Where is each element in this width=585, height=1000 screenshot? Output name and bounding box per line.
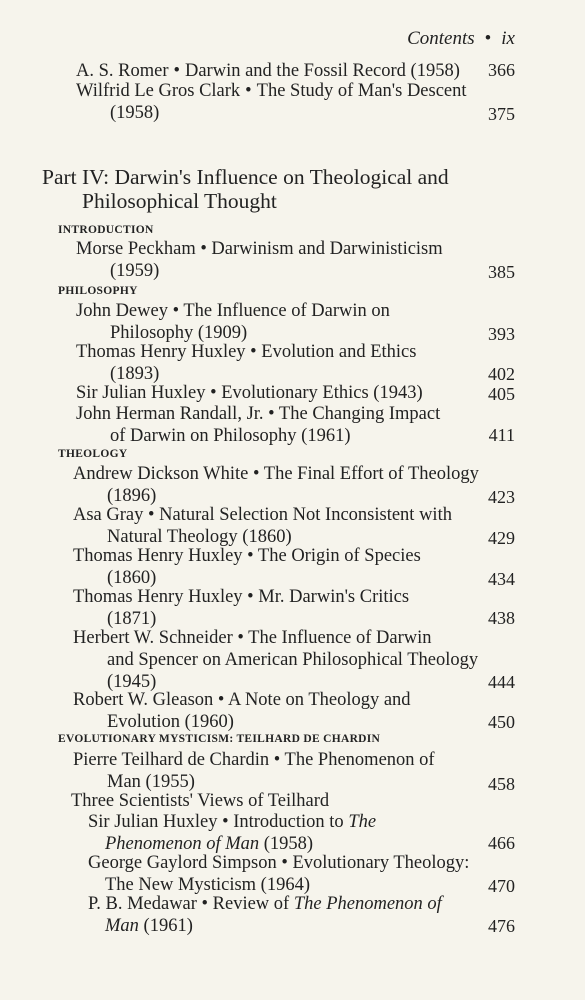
entry-line: Thomas Henry Huxley • Evolution and Ethics [76,342,417,362]
entry-line: Asa Gray • Natural Selection Not Inconsistent with [73,505,452,525]
toc-entry-huxley-ethics [76,341,416,385]
page-number: 438 [488,608,515,628]
entry-line: (1945) [107,672,157,692]
entry-line: Morse Peckham • Darwinism and Darwinisticism [76,239,443,259]
running-header [407,28,515,50]
section-heading-evolutionary-mysticism: EVOLUTIONARY MYSTICISM: TEILHARD DE CHARDIN [58,733,381,745]
section-heading-philosophy: PHILOSOPHY [58,285,138,297]
entry-line: Natural Theology (1860) [107,527,292,547]
page-number: 466 [488,833,515,853]
entry-line: Thomas Henry Huxley • Mr. Darwin's Critics [73,587,410,607]
entry-line: of Darwin on Philosophy (1961) [110,426,351,446]
toc-entry-peckham [76,238,443,282]
entry-line: Andrew Dickson White • The Final Effort of Theology [73,464,479,484]
header-title: Contents [407,28,475,49]
page-number: 423 [488,487,515,507]
entry-line: Pierre Teilhard de Chardin • The Phenomenon of [73,750,435,770]
entry-author: Wilfrid Le Gros Clark [76,81,241,101]
toc-entry-white [73,463,479,507]
section-heading-introduction: INTRODUCTION [58,224,154,236]
part-heading-line: Part IV: Darwin's Influence on Theological and [42,165,449,189]
entry-line: John Dewey • The Influence of Darwin on [76,301,390,321]
entry-title-italic: Phenomenon of Man [105,834,260,854]
page-number: 450 [488,712,515,732]
page-number: 434 [488,569,515,589]
toc-entry-romer: A. S. Romer • Darwin and the Fossil Record (1958) [76,61,460,81]
toc-entry-schneider [73,627,478,693]
entry-continuation: (1958) [110,103,160,123]
entry-title-italic: The [348,812,377,832]
page-number: 405 [488,384,515,404]
entry-title: Darwin and the Fossil Record (1958) [184,61,460,81]
page-number: 458 [488,774,515,794]
entry-line: (1871) [107,609,157,629]
page-number: 444 [488,672,515,692]
toc-entry-randall [76,403,440,447]
entry-title-italic: Man [105,916,139,936]
entry-title: The Study of Man's Descent [256,81,467,101]
entry-line: The New Mysticism (1964) [105,875,311,895]
page-number: 411 [488,425,515,445]
toc-entry-simpson [88,852,469,896]
entry-line: Three Scientists' Views of Teilhard [71,791,330,811]
entry-line: Man (1955) [107,772,195,792]
toc-entry-dewey [76,300,390,344]
page-number: 476 [488,916,515,936]
entry-line: and Spencer on American Philosophical Theology [107,650,479,670]
page-number: 385 [488,262,515,282]
part-heading-line: Philosophical Thought [82,189,277,213]
toc-entry-medawar [88,893,442,937]
entry-line: John Herman Randall, Jr. • The Changing Impact [76,404,441,424]
page-number: 375 [488,104,515,124]
page-number: 366 [488,60,515,80]
entry-line: Philosophy (1909) [110,323,248,343]
entry-line: (1860) [107,568,157,588]
entry-text: Sir Julian Huxley • Introduction to [88,812,349,832]
section-heading-theology: THEOLOGY [58,448,128,460]
entry-line: Sir Julian Huxley • Evolutionary Ethics (1943) [76,383,423,403]
toc-entry-gleason [73,689,411,733]
entry-text: (1958) [259,834,314,854]
entry-line: Thomas Henry Huxley • The Origin of Species [73,546,421,566]
entry-line: Herbert W. Schneider • The Influence of Darwin [73,628,432,648]
page-number: 470 [488,876,515,896]
entry-line: Evolution (1960) [107,712,234,732]
part-heading [42,165,449,213]
toc-entry-julian-ethics [76,382,423,404]
entry-text: P. B. Medawar • Review of [88,894,294,914]
toc-entry-teilhard [73,749,435,793]
entry-title-italic: The Phenomenon of [293,894,442,914]
page-number: 429 [488,528,515,548]
entry-line: Robert W. Gleason • A Note on Theology and [73,690,411,710]
toc-entry-julian-intro [88,811,376,855]
header-separator: • [484,28,492,49]
entry-line: George Gaylord Simpson • Evolutionary Theology: [88,853,470,873]
header-page-number: ix [501,28,515,49]
entry-text: (1961) [138,916,193,936]
toc-entry-gray [73,504,452,548]
entry-line: (1896) [107,486,157,506]
toc-entry-le-gros-clark: Wilfrid Le Gros Clark • The Study of Man's Descent (1958) [76,81,467,123]
page-number: 393 [488,324,515,344]
toc-entry-three-scientists [71,790,329,812]
entry-line: (1959) [110,261,160,281]
entry-line: (1893) [110,364,160,384]
page-number: 402 [488,364,515,384]
entry-author: A. S. Romer [76,61,169,81]
toc-entry-huxley-critics [73,586,409,630]
toc-entry-huxley-origin [73,545,421,589]
